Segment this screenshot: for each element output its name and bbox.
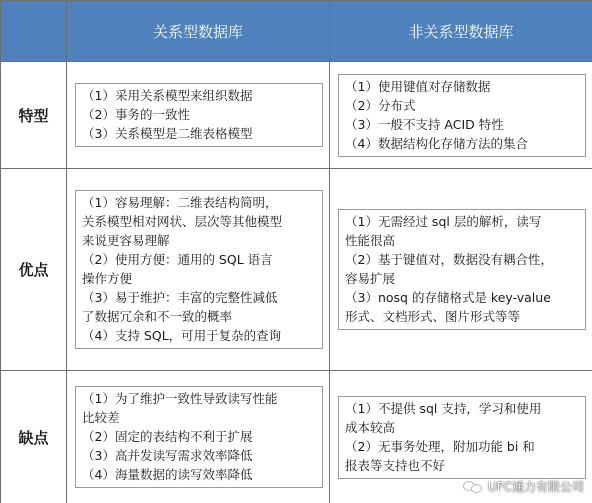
row-label: 优点	[1, 169, 67, 371]
header-nonrelational: 非关系型数据库	[330, 1, 592, 62]
row-label: 缺点	[1, 371, 67, 503]
wechat-icon	[463, 479, 483, 495]
row-label: 特型	[1, 62, 67, 169]
text-line: （2）固定的表结构不利于扩展	[82, 429, 253, 444]
nonrelational-cell	[330, 62, 592, 169]
text-line: （1）不提供 sql 支持，学习和使用	[345, 400, 542, 416]
text-line: （2）事务的一致性	[82, 107, 190, 122]
text-line: （1）使用键值对存储数据	[345, 78, 491, 94]
text-line: （1）容易理解：二维表结构简明，	[82, 195, 278, 210]
nonrelational-textbox	[338, 396, 586, 479]
text-line: （4）海量数据的读写效率降低	[82, 467, 253, 482]
text-line: （2）分布式	[345, 97, 416, 113]
watermark	[463, 478, 584, 495]
text-line: （3）关系模型是二维表格模型	[82, 126, 253, 141]
text-line: 比较差	[82, 410, 120, 425]
nonrelational-textbox	[338, 74, 586, 157]
relational-textbox	[75, 386, 323, 488]
text-line: （4）支持 SQL，可用于复杂的查询	[82, 328, 282, 343]
text-line: 容易扩展	[345, 271, 396, 286]
text-line: （1）采用关系模型来组织数据	[82, 88, 253, 103]
nonrelational-textbox	[338, 209, 586, 330]
text-line: （4）数据结构化存储方法的集合	[345, 135, 528, 151]
relational-cell	[67, 371, 330, 503]
text-line: （3）一般不支持 ACID 特性	[345, 116, 504, 132]
watermark-text: UFC通力有限公司	[487, 480, 584, 494]
text-line: 关系模型相对网状、层次等其他模型	[82, 214, 283, 229]
text-line: （3）高并发读写需求效率降低	[82, 448, 253, 463]
relational-textbox	[75, 83, 323, 147]
text-line: （2）使用方便：通用的 SQL 语言	[82, 252, 273, 267]
relational-cell	[67, 169, 330, 371]
text-line: 来说更容易理解	[82, 233, 170, 248]
text-line: 操作方便	[82, 271, 133, 286]
text-line: （1）无需经过 sql 层的解析，读写	[345, 214, 542, 229]
row-advantages	[1, 169, 592, 371]
nonrelational-cell	[330, 169, 592, 371]
text-line: 形式、文档形式、图片形式等等	[345, 309, 521, 324]
text-line: 了数据冗余和不一致的概率	[82, 309, 233, 324]
text-line: （3）易于维护：丰富的完整性减低	[82, 290, 278, 305]
header-corner	[1, 1, 67, 62]
text-line: （2）无事务处理，附加功能 bi 和	[345, 438, 535, 454]
relational-cell	[67, 62, 330, 169]
text-line: 成本较高	[345, 419, 396, 435]
header-row	[1, 1, 592, 62]
text-line: （1）为了维护一致性导致读写性能	[82, 391, 278, 406]
text-line: 性能很高	[345, 233, 396, 248]
text-line: （3）nosq 的存储格式是 key-value	[345, 290, 551, 305]
relational-textbox	[75, 190, 323, 349]
row-features	[1, 62, 592, 169]
text-line: 报表等支持也不好	[345, 457, 446, 473]
header-relational: 关系型数据库	[67, 1, 330, 62]
text-line: （2）基于键值对，数据没有耦合性，	[345, 252, 553, 267]
